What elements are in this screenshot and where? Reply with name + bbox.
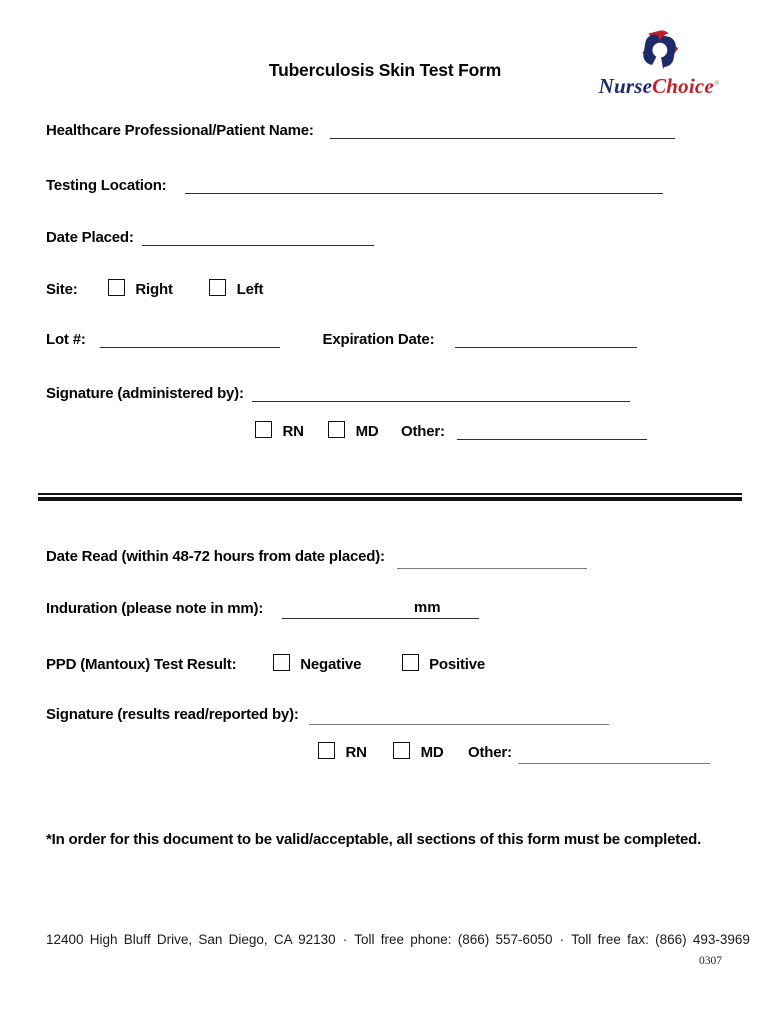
signature-administered-field-line[interactable] bbox=[252, 401, 630, 402]
md-label-administered: MD bbox=[355, 423, 379, 440]
site-left-label: Left bbox=[236, 281, 264, 298]
expiration-date-field-line[interactable] bbox=[455, 347, 637, 348]
page-title: Tuberculosis Skin Test Form bbox=[268, 60, 502, 80]
date-read-label: Date Read (within 48-72 hours from date placed): bbox=[46, 548, 385, 565]
lot-number-label: Lot #: bbox=[46, 331, 86, 348]
footer-contact-line bbox=[46, 932, 750, 947]
testing-location-label: Testing Location: bbox=[46, 177, 167, 194]
hp-name-label: Healthcare Professional/Patient Name: bbox=[46, 122, 314, 139]
site-right-checkbox[interactable] bbox=[108, 279, 125, 296]
expiration-date-label: Expiration Date: bbox=[322, 331, 435, 348]
other-field-line-administered[interactable] bbox=[457, 439, 647, 440]
section-divider bbox=[38, 493, 742, 501]
induration-field-line[interactable] bbox=[282, 599, 479, 619]
date-placed-label: Date Placed: bbox=[46, 229, 134, 246]
footer-fax: Toll free fax: (866) 493-3969 bbox=[571, 932, 750, 947]
negative-label: Negative bbox=[300, 656, 362, 673]
logo-text-nurse: Nurse bbox=[598, 74, 653, 98]
induration-label: Induration (please note in mm): bbox=[46, 600, 264, 617]
signature-results-label: Signature (results read/reported by): bbox=[46, 706, 299, 723]
footer-address: 12400 High Bluff Drive, San Diego, CA 92130 bbox=[46, 932, 336, 947]
rn-checkbox-administered[interactable] bbox=[255, 421, 272, 438]
footer-separator: · bbox=[342, 932, 348, 947]
footer-separator: · bbox=[559, 932, 565, 947]
validity-note: *In order for this document to be valid/acceptable, all sections of this form must be completed. bbox=[46, 831, 702, 848]
rn-label-administered: RN bbox=[282, 423, 304, 440]
other-label-administered: Other: bbox=[401, 423, 445, 440]
signature-results-field-line[interactable] bbox=[309, 724, 609, 725]
footer-phone: Toll free phone: (866) 557-6050 bbox=[354, 932, 553, 947]
other-field-line-results[interactable] bbox=[518, 763, 710, 764]
md-checkbox-results[interactable] bbox=[393, 742, 410, 759]
logo-registered-mark: ® bbox=[713, 79, 720, 87]
nursechoice-logo bbox=[594, 30, 724, 102]
positive-checkbox[interactable] bbox=[402, 654, 419, 671]
logo-wordmark bbox=[599, 74, 720, 98]
signature-administered-label: Signature (administered by): bbox=[46, 385, 244, 402]
form-code: 0307 bbox=[699, 955, 722, 967]
md-checkbox-administered[interactable] bbox=[328, 421, 345, 438]
other-label-results: Other: bbox=[468, 744, 512, 761]
date-read-field-line[interactable] bbox=[397, 568, 587, 569]
mm-unit-label: mm bbox=[413, 599, 441, 616]
site-right-label: Right bbox=[135, 281, 173, 298]
rn-checkbox-results[interactable] bbox=[318, 742, 335, 759]
positive-label: Positive bbox=[429, 656, 486, 673]
site-label: Site: bbox=[46, 281, 78, 298]
hp-name-field-line[interactable] bbox=[330, 138, 675, 139]
site-left-checkbox[interactable] bbox=[209, 279, 226, 296]
md-label-results: MD bbox=[420, 744, 444, 761]
testing-location-field-line[interactable] bbox=[185, 193, 663, 194]
nursechoice-swirl-icon bbox=[636, 30, 682, 72]
ppd-result-label: PPD (Mantoux) Test Result: bbox=[46, 656, 237, 673]
lot-number-field-line[interactable] bbox=[100, 347, 280, 348]
logo-text-choice: Choice bbox=[652, 74, 714, 98]
negative-checkbox[interactable] bbox=[273, 654, 290, 671]
rn-label-results: RN bbox=[345, 744, 367, 761]
date-placed-field-line[interactable] bbox=[142, 245, 374, 246]
